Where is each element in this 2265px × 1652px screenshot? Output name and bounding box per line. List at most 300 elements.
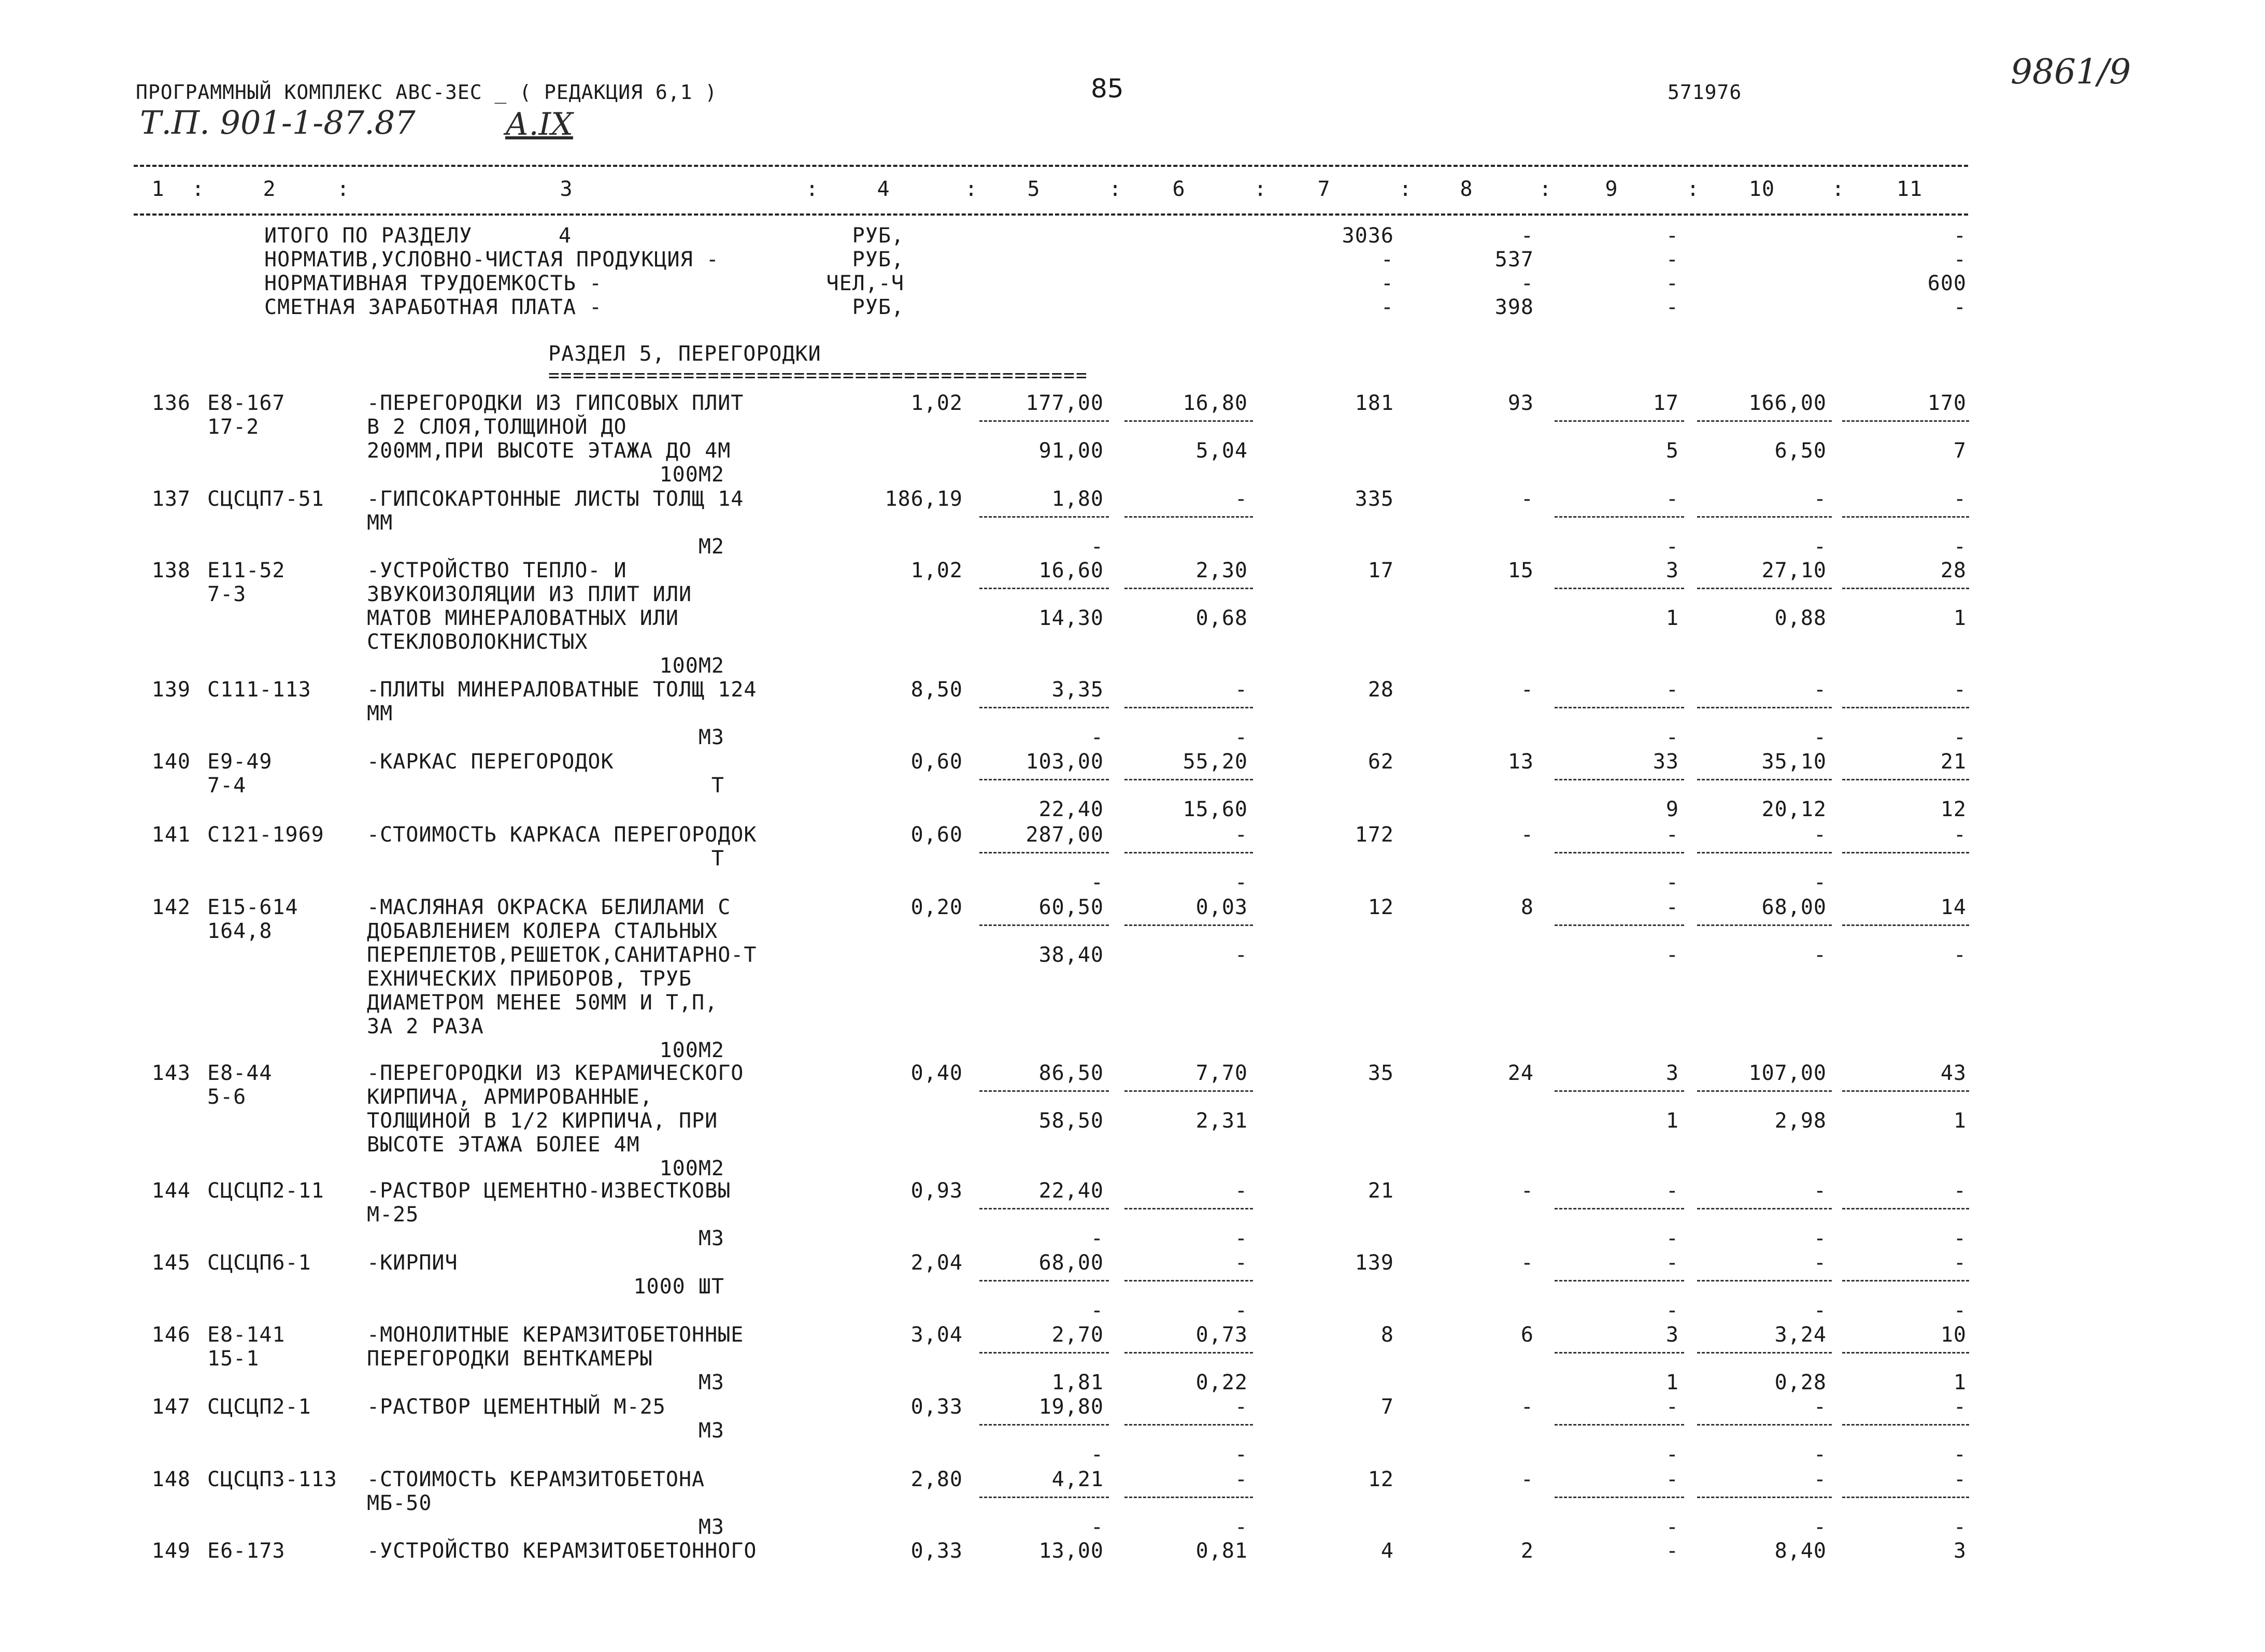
row-quantity: 0,93 xyxy=(910,1179,963,1203)
fraction-rule xyxy=(1124,516,1253,518)
row-col5: 22,40 xyxy=(1038,1179,1104,1203)
row-col11: 21 xyxy=(1940,750,1967,774)
column-number: 11 xyxy=(1896,177,1923,201)
row-col5: 4,21 xyxy=(1051,1468,1104,1491)
row-col6-lower: - xyxy=(1234,1443,1248,1466)
row-description-line: МБ-50 xyxy=(367,1491,432,1515)
totals-col7: - xyxy=(1380,295,1394,319)
row-col9-lower: 5 xyxy=(1665,439,1679,463)
row-description-line: -ГИПСОКАРТОННЫЕ ЛИСТЫ ТОЛЩ 14 xyxy=(367,487,744,511)
fraction-rule xyxy=(1697,707,1832,708)
fraction-rule xyxy=(1555,924,1684,926)
row-col10: 68,00 xyxy=(1761,895,1827,919)
row-unit: М3 xyxy=(698,1371,724,1394)
fraction-rule xyxy=(1555,588,1684,589)
row-col11-lower: - xyxy=(1953,535,1967,559)
column-number: 4 xyxy=(877,177,890,201)
row-description-line: ММ xyxy=(367,702,393,725)
row-quantity: 0,60 xyxy=(910,823,963,847)
fraction-rule xyxy=(1124,924,1253,926)
row-col11-lower: 7 xyxy=(1953,439,1967,463)
row-description-line: -РАСТВОР ЦЕМЕНТНЫЙ М-25 xyxy=(367,1395,666,1419)
row-number: 142 xyxy=(151,895,191,919)
column-number: 2 xyxy=(263,177,276,201)
row-col11-lower: 1 xyxy=(1953,1109,1967,1133)
row-number: 138 xyxy=(151,559,191,582)
fraction-rule xyxy=(1555,707,1684,708)
fraction-rule xyxy=(1124,1280,1253,1281)
fraction-rule xyxy=(1842,1208,1969,1209)
row-unit: 100М2 xyxy=(659,654,724,678)
row-col11-lower: 1 xyxy=(1953,606,1967,630)
totals-col8: - xyxy=(1520,272,1534,295)
row-col10: - xyxy=(1813,1395,1827,1419)
row-quantity: 3,04 xyxy=(910,1323,963,1347)
row-col9: - xyxy=(1665,487,1679,511)
column-number: 9 xyxy=(1605,177,1618,201)
row-description-line: -МОНОЛИТНЫЕ КЕРАМЗИТОБЕТОННЫЕ xyxy=(367,1323,744,1347)
row-col11-lower: - xyxy=(1953,943,1967,967)
row-col10: 27,10 xyxy=(1761,559,1827,582)
row-col6-lower: - xyxy=(1234,1299,1248,1322)
row-col6: - xyxy=(1234,487,1248,511)
row-col6-lower: 5,04 xyxy=(1195,439,1248,463)
row-col9-lower: - xyxy=(1665,1227,1679,1250)
row-col5-lower: 58,50 xyxy=(1038,1109,1104,1133)
fraction-rule xyxy=(1124,852,1253,853)
row-number: 149 xyxy=(151,1539,191,1563)
row-col11-lower: - xyxy=(1953,1515,1967,1539)
row-description-line: -КАРКАС ПЕРЕГОРОДОК xyxy=(367,750,614,774)
row-col5: 60,50 xyxy=(1038,895,1104,919)
fraction-rule xyxy=(979,1497,1109,1498)
table-header-rule xyxy=(134,213,1968,216)
row-number: 136 xyxy=(151,391,191,415)
totals-section-number: 4 xyxy=(559,224,572,248)
row-col9-lower: 1 xyxy=(1665,1109,1679,1133)
row-col6: 7,70 xyxy=(1195,1061,1248,1085)
row-code-sub: 5-6 xyxy=(207,1085,247,1109)
row-col10-lower: - xyxy=(1813,725,1827,749)
row-col6: 0,73 xyxy=(1195,1323,1248,1347)
row-col5-lower: - xyxy=(1090,535,1104,559)
row-description-line: -ПЕРЕГОРОДКИ ИЗ ГИПСОВЫХ ПЛИТ xyxy=(367,391,744,415)
row-col10-lower: - xyxy=(1813,1515,1827,1539)
row-code-sub: 17-2 xyxy=(207,415,260,439)
row-quantity: 0,40 xyxy=(910,1061,963,1085)
page-number: 85 xyxy=(1091,74,1124,104)
row-col10-lower: - xyxy=(1813,1299,1827,1322)
fraction-rule xyxy=(1555,420,1684,422)
row-description-line: -УСТРОЙСТВО КЕРАМЗИТОБЕТОННОГО xyxy=(367,1539,757,1563)
fraction-rule xyxy=(979,1208,1109,1209)
row-col6: 0,03 xyxy=(1195,895,1248,919)
totals-unit: РУБ, xyxy=(852,248,904,272)
row-col5: 3,35 xyxy=(1051,678,1104,702)
column-number: 8 xyxy=(1460,177,1473,201)
totals-col7: - xyxy=(1380,248,1394,272)
column-separator: : xyxy=(192,177,205,201)
fraction-rule xyxy=(1555,1352,1684,1354)
row-description-line: ВЫСОТЕ ЭТАЖА БОЛЕЕ 4М xyxy=(367,1133,640,1157)
fraction-rule xyxy=(1124,707,1253,708)
row-number: 140 xyxy=(151,750,191,774)
row-quantity: 2,80 xyxy=(910,1468,963,1491)
row-col5: 68,00 xyxy=(1038,1251,1104,1275)
column-separator: : xyxy=(1687,177,1700,201)
row-col6: - xyxy=(1234,1251,1248,1275)
row-number: 143 xyxy=(151,1061,191,1085)
row-number: 145 xyxy=(151,1251,191,1275)
row-col9-lower: - xyxy=(1665,535,1679,559)
row-description-line: ЗА 2 РАЗА xyxy=(367,1015,484,1038)
row-col8: 6 xyxy=(1520,1323,1534,1347)
row-col6: - xyxy=(1234,678,1248,702)
row-col11: 28 xyxy=(1940,559,1967,582)
row-quantity: 0,33 xyxy=(910,1539,963,1563)
row-number: 148 xyxy=(151,1468,191,1491)
fraction-rule xyxy=(1555,1424,1684,1426)
row-col6-lower: - xyxy=(1234,871,1248,894)
row-col11: - xyxy=(1953,678,1967,702)
fraction-rule xyxy=(1842,707,1969,708)
row-col6-lower: - xyxy=(1234,1227,1248,1250)
row-description-line: -УСТРОЙСТВО ТЕПЛО- И xyxy=(367,559,627,582)
row-code: Е11-52 xyxy=(207,559,286,582)
row-number: 141 xyxy=(151,823,191,847)
document-code: 571976 xyxy=(1668,81,1742,104)
row-col5-lower: 22,40 xyxy=(1038,797,1104,821)
row-col5: 2,70 xyxy=(1051,1323,1104,1347)
album-number: А.IX xyxy=(505,106,573,143)
fraction-rule xyxy=(1842,1352,1969,1354)
fraction-rule xyxy=(979,516,1109,518)
row-code: С121-1969 xyxy=(207,823,324,847)
row-quantity: 0,20 xyxy=(910,895,963,919)
row-unit: 100М2 xyxy=(659,1038,724,1062)
row-code: Е9-49 xyxy=(207,750,273,774)
row-col10: - xyxy=(1813,823,1827,847)
row-unit: Т xyxy=(711,774,724,797)
row-col9-lower: 1 xyxy=(1665,1371,1679,1394)
column-number: 1 xyxy=(151,177,165,201)
row-col11-lower: - xyxy=(1953,1299,1967,1322)
row-code-sub: 15-1 xyxy=(207,1347,260,1371)
row-col10: - xyxy=(1813,1251,1827,1275)
row-quantity: 186,19 xyxy=(885,487,963,511)
row-quantity: 8,50 xyxy=(910,678,963,702)
row-col7: 181 xyxy=(1355,391,1394,415)
row-col10-lower: - xyxy=(1813,1443,1827,1466)
fraction-rule xyxy=(1124,1497,1253,1498)
totals-label: НОРМАТИВНАЯ ТРУДОЕМКОСТЬ - xyxy=(264,272,603,295)
row-col10: 3,24 xyxy=(1774,1323,1827,1347)
fraction-rule xyxy=(1842,1090,1969,1092)
row-description-line: СТЕКЛОВОЛОКНИСТЫХ xyxy=(367,630,588,654)
row-col9: 17 xyxy=(1653,391,1679,415)
row-number: 146 xyxy=(151,1323,191,1347)
section-title: РАЗДЕЛ 5, ПЕРЕГОРОДКИ xyxy=(548,342,821,366)
row-col8: - xyxy=(1520,823,1534,847)
fraction-rule xyxy=(979,779,1109,780)
row-col11: - xyxy=(1953,487,1967,511)
fraction-rule xyxy=(1555,852,1684,853)
row-code: Е8-167 xyxy=(207,391,286,415)
row-code: С111-113 xyxy=(207,678,311,702)
row-col9: - xyxy=(1665,1179,1679,1203)
row-col5-lower: 1,81 xyxy=(1051,1371,1104,1394)
row-col6: 16,80 xyxy=(1183,391,1248,415)
row-col9-lower: - xyxy=(1665,725,1679,749)
program-header: ПРОГРАММНЫЙ КОМПЛЕКС АВС-3ЕС _ ( РЕДАКЦИЯ 6,1 ) xyxy=(136,81,718,104)
row-col10-lower: - xyxy=(1813,943,1827,967)
row-number: 137 xyxy=(151,487,191,511)
row-col10: - xyxy=(1813,487,1827,511)
row-col11: - xyxy=(1953,823,1967,847)
row-col7: 4 xyxy=(1380,1539,1394,1563)
row-description-line: ММ xyxy=(367,511,393,535)
fraction-rule xyxy=(1697,924,1832,926)
row-description-line: -РАСТВОР ЦЕМЕНТНО-ИЗВЕСТКОВЫ xyxy=(367,1179,731,1203)
row-col6-lower: 2,31 xyxy=(1195,1109,1248,1133)
column-separator: : xyxy=(965,177,978,201)
row-col5-lower: - xyxy=(1090,871,1104,894)
row-number: 147 xyxy=(151,1395,191,1419)
row-col10-lower: 0,28 xyxy=(1774,1371,1827,1394)
fraction-rule xyxy=(1555,516,1684,518)
fraction-rule xyxy=(1697,779,1832,780)
row-col9-lower: - xyxy=(1665,871,1679,894)
fraction-rule xyxy=(1697,516,1832,518)
row-col9: - xyxy=(1665,1468,1679,1491)
table-top-rule xyxy=(134,165,1968,167)
totals-unit: ЧЕЛ,-Ч xyxy=(826,272,904,295)
row-description-line: -СТОИМОСТЬ КАРКАСА ПЕРЕГОРОДОК xyxy=(367,823,757,847)
row-description-line: ЕХНИЧЕСКИХ ПРИБОРОВ, ТРУБ xyxy=(367,967,692,991)
row-unit: М3 xyxy=(698,1515,724,1539)
fraction-rule xyxy=(1124,1352,1253,1354)
row-col5-lower: 14,30 xyxy=(1038,606,1104,630)
row-col7: 12 xyxy=(1367,895,1394,919)
column-separator: : xyxy=(1832,177,1845,201)
column-number: 10 xyxy=(1748,177,1775,201)
fraction-rule xyxy=(979,707,1109,708)
section-title-underline: ============================================ xyxy=(548,365,1088,386)
totals-col9: - xyxy=(1665,248,1679,272)
row-description-line: ПЕРЕГОРОДКИ ВЕНТКАМЕРЫ xyxy=(367,1347,653,1371)
fraction-rule xyxy=(979,588,1109,589)
row-col11: 43 xyxy=(1940,1061,1967,1085)
row-number: 144 xyxy=(151,1179,191,1203)
fraction-rule xyxy=(1124,1208,1253,1209)
row-quantity: 0,33 xyxy=(910,1395,963,1419)
row-description-line: -КИРПИЧ xyxy=(367,1251,458,1275)
row-col9-lower: - xyxy=(1665,1443,1679,1466)
row-unit: 100М2 xyxy=(659,463,724,487)
row-col10: 35,10 xyxy=(1761,750,1827,774)
fraction-rule xyxy=(1697,1352,1832,1354)
row-description-line: ЗВУКОИЗОЛЯЦИИ ИЗ ПЛИТ ИЛИ xyxy=(367,582,692,606)
row-col8: 2 xyxy=(1520,1539,1534,1563)
row-description-line: -СТОИМОСТЬ КЕРАМЗИТОБЕТОНА xyxy=(367,1468,705,1491)
row-col10: - xyxy=(1813,678,1827,702)
row-col11: 3 xyxy=(1953,1539,1967,1563)
row-col10-lower: - xyxy=(1813,871,1827,894)
row-col9: 3 xyxy=(1665,1323,1679,1347)
row-col11: - xyxy=(1953,1468,1967,1491)
row-col8: - xyxy=(1520,1251,1534,1275)
row-col7: 35 xyxy=(1367,1061,1394,1085)
fraction-rule xyxy=(1842,852,1969,853)
row-col6-lower: - xyxy=(1234,725,1248,749)
fraction-rule xyxy=(979,420,1109,422)
row-quantity: 0,60 xyxy=(910,750,963,774)
fraction-rule xyxy=(1697,1424,1832,1426)
fraction-rule xyxy=(1697,1090,1832,1092)
column-number: 5 xyxy=(1027,177,1041,201)
fraction-rule xyxy=(1124,779,1253,780)
row-description-line: В 2 СЛОЯ,ТОЛЩИНОЙ ДО xyxy=(367,415,627,439)
row-col7: 17 xyxy=(1367,559,1394,582)
row-code: СЦСЦП2-11 xyxy=(207,1179,324,1203)
fraction-rule xyxy=(1555,779,1684,780)
row-col5-lower: - xyxy=(1090,1299,1104,1322)
row-description-line: ТОЛЩИНОЙ В 1/2 КИРПИЧА, ПРИ xyxy=(367,1109,718,1133)
column-separator: : xyxy=(1109,177,1122,201)
fraction-rule xyxy=(979,852,1109,853)
row-col6: 2,30 xyxy=(1195,559,1248,582)
row-description-line: ПЕРЕПЛЕТОВ,РЕШЕТОК,САНИТАРНО-Т xyxy=(367,943,757,967)
row-col5-lower: - xyxy=(1090,725,1104,749)
row-col9: - xyxy=(1665,678,1679,702)
row-col6-lower: - xyxy=(1234,943,1248,967)
row-unit: 1000 ШТ xyxy=(633,1275,724,1299)
row-number: 139 xyxy=(151,678,191,702)
fraction-rule xyxy=(979,1280,1109,1281)
row-col5: 16,60 xyxy=(1038,559,1104,582)
row-col11: - xyxy=(1953,1179,1967,1203)
fraction-rule xyxy=(979,1352,1109,1354)
row-col10-lower: 6,50 xyxy=(1774,439,1827,463)
row-col10: - xyxy=(1813,1468,1827,1491)
fraction-rule xyxy=(1697,420,1832,422)
fraction-rule xyxy=(1842,420,1969,422)
row-col6-lower: - xyxy=(1234,1515,1248,1539)
totals-col11: - xyxy=(1953,248,1967,272)
column-number: 6 xyxy=(1172,177,1186,201)
totals-col7: - xyxy=(1380,272,1394,295)
row-col5: 287,00 xyxy=(1025,823,1104,847)
row-col5: 19,80 xyxy=(1038,1395,1104,1419)
row-col10-lower: 0,88 xyxy=(1774,606,1827,630)
column-number: 3 xyxy=(560,177,573,201)
row-col11: - xyxy=(1953,1251,1967,1275)
row-col9: - xyxy=(1665,1395,1679,1419)
fraction-rule xyxy=(1842,1424,1969,1426)
row-col11: 14 xyxy=(1940,895,1967,919)
row-code: Е6-173 xyxy=(207,1539,286,1563)
totals-label: ИТОГО ПО РАЗДЕЛУ xyxy=(264,224,473,248)
fraction-rule xyxy=(1697,852,1832,853)
row-col8: - xyxy=(1520,678,1534,702)
row-col10: 166,00 xyxy=(1748,391,1827,415)
row-col9: - xyxy=(1665,895,1679,919)
row-col7: 139 xyxy=(1355,1251,1394,1275)
fraction-rule xyxy=(1697,1280,1832,1281)
project-number: Т.П. 901-1-87.87 xyxy=(140,104,416,141)
fraction-rule xyxy=(1842,516,1969,518)
fraction-rule xyxy=(1555,1090,1684,1092)
row-col6-lower: 15,60 xyxy=(1183,797,1248,821)
row-col6-lower: 0,22 xyxy=(1195,1371,1248,1394)
row-code: СЦСЦП7-51 xyxy=(207,487,324,511)
row-description-line: М-25 xyxy=(367,1203,419,1227)
row-quantity: 2,04 xyxy=(910,1251,963,1275)
row-col7: 62 xyxy=(1367,750,1394,774)
column-number: 7 xyxy=(1317,177,1331,201)
row-description-line: 200ММ,ПРИ ВЫСОТЕ ЭТАЖА ДО 4М xyxy=(367,439,731,463)
row-col5-lower: - xyxy=(1090,1227,1104,1250)
fraction-rule xyxy=(1842,1497,1969,1498)
fraction-rule xyxy=(1555,1208,1684,1209)
row-col5-lower: 38,40 xyxy=(1038,943,1104,967)
row-col7: 12 xyxy=(1367,1468,1394,1491)
row-col8: 15 xyxy=(1507,559,1534,582)
totals-col8: - xyxy=(1520,224,1534,248)
row-description-line: ДИАМЕТРОМ МЕНЕЕ 50ММ И Т,П, xyxy=(367,991,718,1015)
row-description-line: -МАСЛЯНАЯ ОКРАСКА БЕЛИЛАМИ С xyxy=(367,895,731,919)
fraction-rule xyxy=(1124,588,1253,589)
row-col6: 0,81 xyxy=(1195,1539,1248,1563)
row-col5: 103,00 xyxy=(1025,750,1104,774)
row-col6: - xyxy=(1234,1468,1248,1491)
row-col9-lower: - xyxy=(1665,943,1679,967)
fraction-rule xyxy=(1697,1497,1832,1498)
row-quantity: 1,02 xyxy=(910,559,963,582)
row-col8: 24 xyxy=(1507,1061,1534,1085)
totals-col9: - xyxy=(1665,224,1679,248)
row-col5: 86,50 xyxy=(1038,1061,1104,1085)
column-separator: : xyxy=(1539,177,1552,201)
row-col5: 13,00 xyxy=(1038,1539,1104,1563)
row-col8: - xyxy=(1520,1179,1534,1203)
row-unit: Т xyxy=(711,847,724,871)
row-col6: - xyxy=(1234,823,1248,847)
fraction-rule xyxy=(1842,1280,1969,1281)
row-col10: 107,00 xyxy=(1748,1061,1827,1085)
row-col9-lower: - xyxy=(1665,1299,1679,1322)
row-col11-lower: - xyxy=(1953,1443,1967,1466)
fraction-rule xyxy=(1555,1280,1684,1281)
row-description-line: МАТОВ МИНЕРАЛОВАТНЫХ ИЛИ xyxy=(367,606,679,630)
fraction-rule xyxy=(1124,1424,1253,1426)
fraction-rule xyxy=(1697,588,1832,589)
row-code-sub: 7-4 xyxy=(207,774,247,797)
totals-label: НОРМАТИВ,УСЛОВНО-ЧИСТАЯ ПРОДУКЦИЯ - xyxy=(264,248,719,272)
row-code: СЦСЦП2-1 xyxy=(207,1395,311,1419)
fraction-rule xyxy=(1697,1208,1832,1209)
row-unit: М2 xyxy=(698,535,724,559)
row-description-line: -ПЕРЕГОРОДКИ ИЗ КЕРАМИЧЕСКОГО xyxy=(367,1061,744,1085)
row-col10: 8,40 xyxy=(1774,1539,1827,1563)
column-separator: : xyxy=(806,177,819,201)
row-code: Е8-141 xyxy=(207,1323,286,1347)
row-code: СЦСЦП3-113 xyxy=(207,1468,337,1491)
row-col10-lower: 20,12 xyxy=(1761,797,1827,821)
row-col10: - xyxy=(1813,1179,1827,1203)
row-col9: 3 xyxy=(1665,559,1679,582)
row-col6: - xyxy=(1234,1179,1248,1203)
